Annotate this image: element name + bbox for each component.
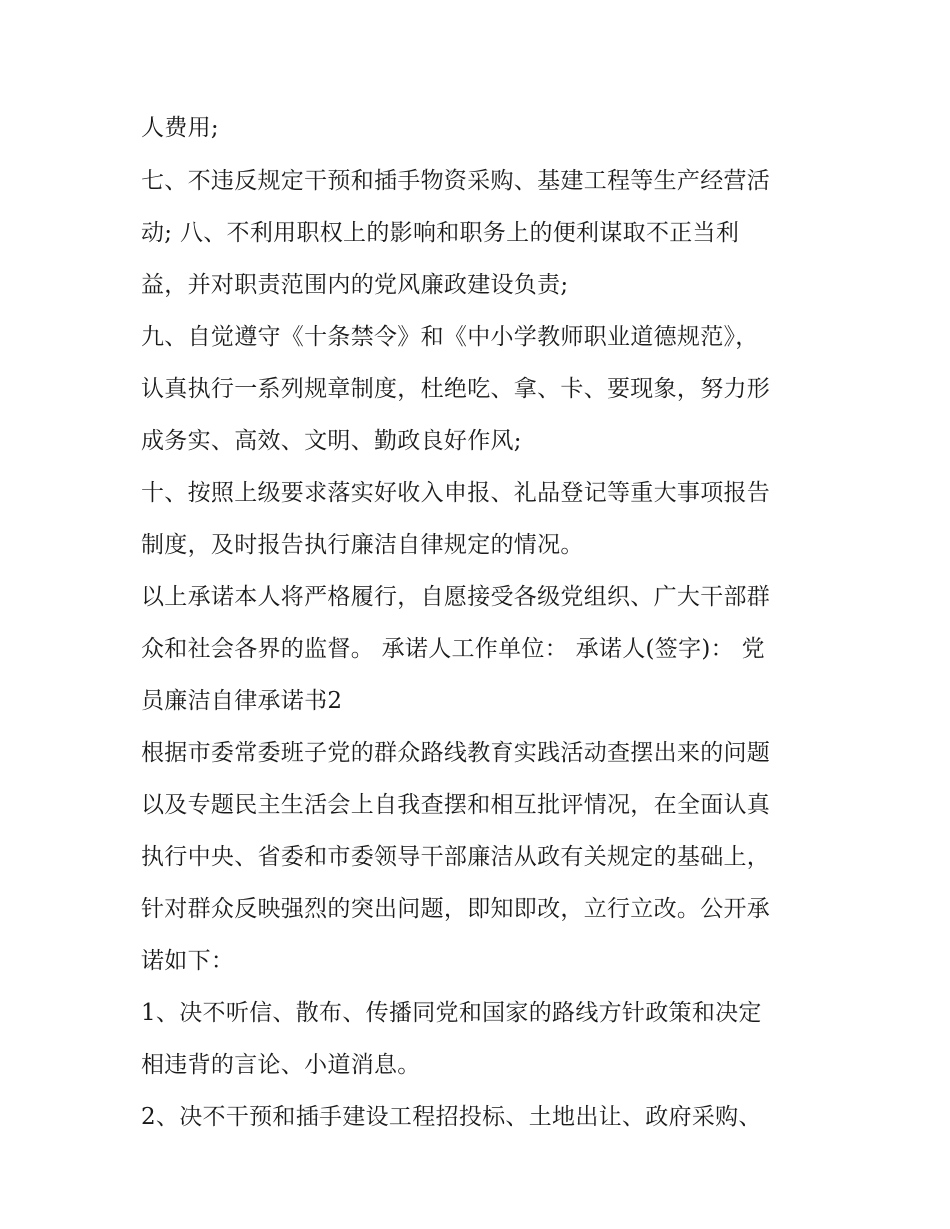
text-line-9: 制度，及时报告执行廉洁自律规定的情况。 [141,532,584,558]
text-line-6: 认真执行一系列规章制度，杜绝吃、拿、卡、要现象，努力形 [141,376,771,402]
text-line-13: 根据市委常委班子党的群众路线教育实践活动查摆出来的问题 [141,740,771,766]
text-line-8: 十、按照上级要求落实好收入申报、礼品登记等重大事项报告 [141,480,771,506]
text-line-19: 相违背的言论、小道消息。 [141,1052,421,1078]
text-line-10: 以上承诺本人将严格履行，自愿接受各级党组织、广大干部群 [141,584,771,610]
text-line-16: 针对群众反映强烈的突出问题，即知即改，立行立改。公开承 [141,896,771,922]
text-line-17: 诺如下： [141,948,235,974]
text-line-11: 众和社会各界的监督。 承诺人工作单位： 承诺人(签字)： 党 [141,636,765,662]
text-line-2: 七、不违反规定干预和插手物资采购、基建工程等生产经营活 [141,168,771,194]
text-line-5: 九、自觉遵守《十条禁令》和《中小学教师职业道德规范》， [141,324,759,350]
text-line-18: 1、决不听信、散布、传播同党和国家的路线方针政策和决定 [141,1000,762,1026]
text-line-20: 2、决不干预和插手建设工程招投标、土地出让、政府采购、 [141,1104,762,1130]
text-line-4: 益，并对职责范围内的党风廉政建设负责; [141,272,569,298]
text-line-1: 人费用; [141,115,219,141]
text-line-3: 动; 八、不利用职权上的影响和职务上的便利谋取不正当利 [141,220,740,246]
text-line-15: 执行中央、省委和市委领导干部廉洁从政有关规定的基础上， [141,844,771,870]
section-title: 员廉洁自律承诺书2 [141,688,343,714]
text-line-14: 以及专题民主生活会上自我查摆和相互批评情况，在全面认真 [141,792,771,818]
text-line-7: 成务实、高效、文明、勤政良好作风; [141,428,522,454]
